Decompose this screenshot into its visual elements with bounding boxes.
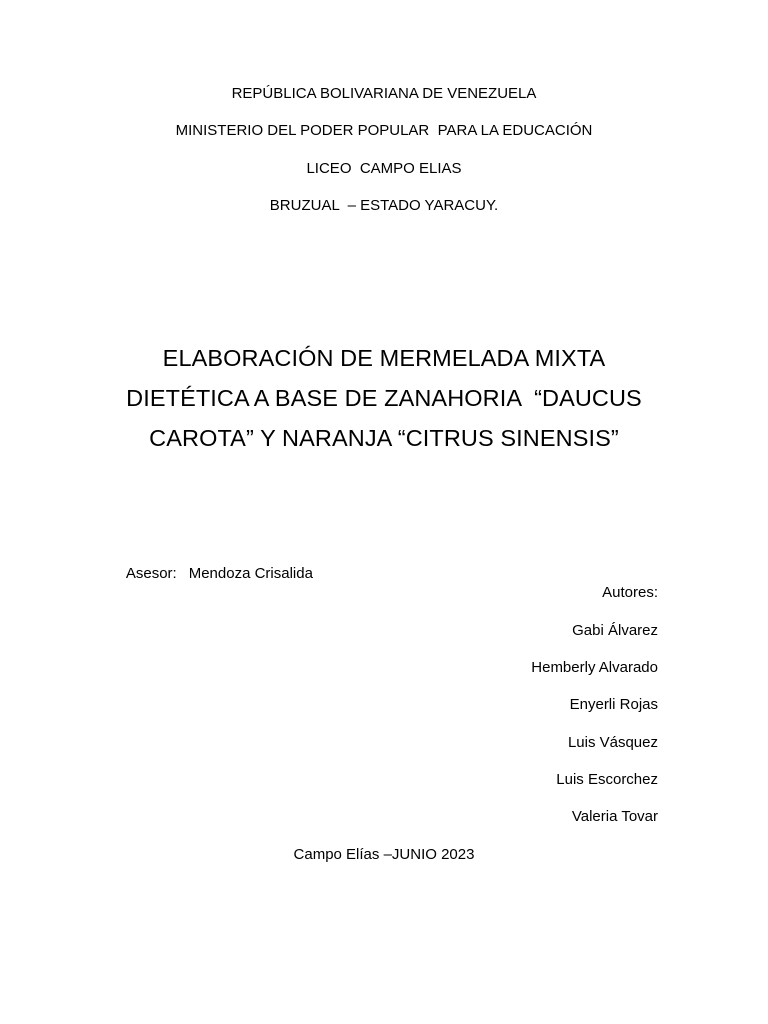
advisor-line <box>110 547 313 601</box>
advisor-label: Asesor: <box>125 565 177 582</box>
title-line-1: ELABORACIÓN DE MERMELADA MIXTA <box>162 345 606 371</box>
ministry-heading: MINISTERIO DEL PODER POPULAR PARA LA EDUCACIÓN <box>175 122 593 139</box>
place-date: Campo Elías –JUNIO 2023 <box>293 846 475 863</box>
school-heading: LICEO CAMPO ELIAS <box>306 160 462 177</box>
author-name: Valeria Tovar <box>571 808 658 825</box>
author-name: Luis Vásquez <box>567 734 658 751</box>
author-name: Luis Escorchez <box>556 771 658 788</box>
author-name: Gabi Álvarez <box>572 622 658 639</box>
location-heading: BRUZUAL – ESTADO YARACUY. <box>269 197 499 214</box>
advisor-name: Mendoza Crisalida <box>188 565 313 582</box>
author-name: Enyerli Rojas <box>569 696 658 713</box>
title-line-2: DIETÉTICA A BASE DE ZANAHORIA “DAUCUS <box>126 385 642 411</box>
author-name: Hemberly Alvarado <box>531 659 658 676</box>
authors-label: Autores: <box>602 584 658 601</box>
title-line-3: CAROTA” Y NARANJA “CITRUS SINENSIS” <box>149 425 619 451</box>
country-heading: REPÚBLICA BOLIVARIANA DE VENEZUELA <box>231 85 537 102</box>
